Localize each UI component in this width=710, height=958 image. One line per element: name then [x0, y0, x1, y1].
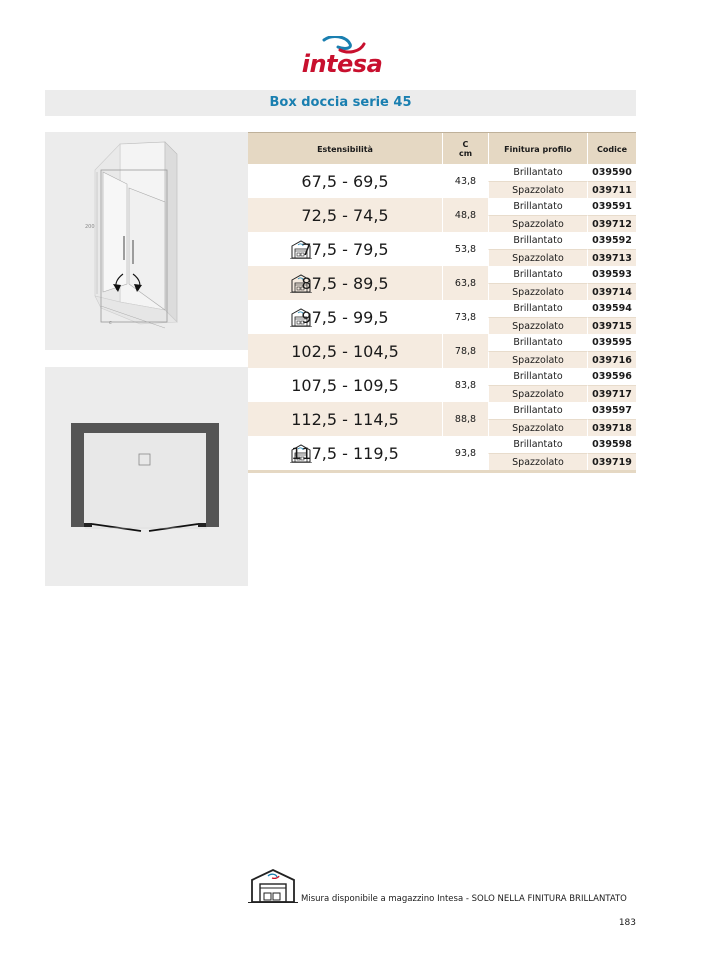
header-codice: Codice — [587, 133, 636, 165]
finish-cell: Spazzolato — [488, 453, 587, 470]
estensibilita-cell: 87,5 - 89,5 — [301, 273, 389, 293]
header-c-unit: cm — [458, 149, 473, 158]
header-finitura: Finitura profilo — [488, 133, 587, 165]
title-bar — [45, 90, 636, 116]
page-title: Box doccia serie 45 — [269, 95, 412, 110]
table-bottom-rule — [248, 470, 636, 473]
estensibilita-cell: 107,5 - 109,5 — [291, 375, 399, 395]
table-row — [248, 436, 636, 470]
finish-cell: Spazzolato — [488, 283, 587, 300]
c-cell: 93,8 — [442, 436, 488, 470]
finish-cell: Spazzolato — [488, 317, 587, 334]
c-cell: 88,8 — [442, 402, 488, 436]
brand-logo — [300, 36, 384, 80]
code-cell: 039714 — [587, 283, 636, 300]
code-cell: 039595 — [587, 334, 636, 351]
finish-cell: Brillantato — [488, 300, 587, 317]
c-cell: 78,8 — [442, 334, 488, 368]
estensibilita-cell: 67,5 - 69,5 — [301, 171, 389, 191]
code-cell: 039718 — [587, 419, 636, 436]
product-3d-drawing — [45, 132, 248, 350]
shower-enclosure-drawing — [45, 132, 248, 350]
finish-cell: Brillantato — [488, 334, 587, 351]
finish-cell: Brillantato — [488, 368, 587, 385]
c-cell: 43,8 — [442, 164, 488, 198]
product-plan-drawing — [45, 367, 248, 586]
code-cell: 039594 — [587, 300, 636, 317]
table-row — [248, 402, 636, 436]
code-cell: 039597 — [587, 402, 636, 419]
code-cell: 039715 — [587, 317, 636, 334]
finish-cell: Brillantato — [488, 436, 587, 453]
warehouse-stock-icon — [248, 866, 298, 904]
code-cell: 039592 — [587, 232, 636, 249]
table-row — [248, 334, 636, 368]
code-cell: 039717 — [587, 385, 636, 402]
finish-cell: Brillantato — [488, 402, 587, 419]
code-cell: 039719 — [587, 453, 636, 470]
estensibilita-cell: 77,5 - 79,5 — [301, 239, 389, 259]
finish-cell: Spazzolato — [488, 419, 587, 436]
code-cell: 039593 — [587, 266, 636, 283]
shower-plan-drawing — [45, 367, 248, 586]
table-row — [248, 300, 636, 334]
finish-cell: Spazzolato — [488, 351, 587, 368]
code-cell: 039716 — [587, 351, 636, 368]
table-row — [248, 232, 636, 266]
finish-cell: Brillantato — [488, 164, 587, 181]
finish-cell: Brillantato — [488, 266, 587, 283]
table-row — [248, 164, 636, 198]
finish-cell: Spazzolato — [488, 181, 587, 198]
c-cell: 48,8 — [442, 198, 488, 232]
code-cell: 039713 — [587, 249, 636, 266]
header-c-label: C — [462, 140, 469, 149]
finish-cell: Spazzolato — [488, 249, 587, 266]
code-cell: 039712 — [587, 215, 636, 232]
estensibilita-cell: 72,5 - 74,5 — [301, 205, 389, 225]
code-cell: 039590 — [587, 164, 636, 181]
page-number: 183 — [618, 918, 636, 928]
code-cell: 039591 — [587, 198, 636, 215]
c-cell: 73,8 — [442, 300, 488, 334]
table-row — [248, 266, 636, 300]
table-row — [248, 368, 636, 402]
estensibilita-cell: 102,5 - 104,5 — [291, 341, 399, 361]
table-row — [248, 198, 636, 232]
finish-cell: Spazzolato — [488, 385, 587, 402]
table-body — [248, 164, 636, 470]
product-table — [248, 132, 636, 473]
c-cell: 63,8 — [442, 266, 488, 300]
finish-cell: Spazzolato — [488, 215, 587, 232]
height-dimension-label: 200 — [85, 224, 95, 230]
finish-cell: Brillantato — [488, 198, 587, 215]
c-cell: 53,8 — [442, 232, 488, 266]
estensibilita-cell: 117,5 - 119,5 — [291, 443, 399, 463]
code-cell: 039598 — [587, 436, 636, 453]
code-cell: 039596 — [587, 368, 636, 385]
brand-logo-text: intesa — [301, 50, 383, 78]
width-dimension-label: c — [109, 320, 112, 326]
finish-cell: Brillantato — [488, 232, 587, 249]
code-cell: 039711 — [587, 181, 636, 198]
header-estensibilita: Estensibilità — [317, 144, 373, 154]
estensibilita-cell: 97,5 - 99,5 — [301, 307, 389, 327]
header-c — [442, 133, 488, 165]
footer-note: Misura disponibile a magazzino Intesa - SOLO NELLA FINITURA BRILLANTATO — [301, 894, 627, 904]
estensibilita-cell: 112,5 - 114,5 — [291, 409, 399, 429]
table-header — [248, 132, 636, 164]
c-cell: 83,8 — [442, 368, 488, 402]
